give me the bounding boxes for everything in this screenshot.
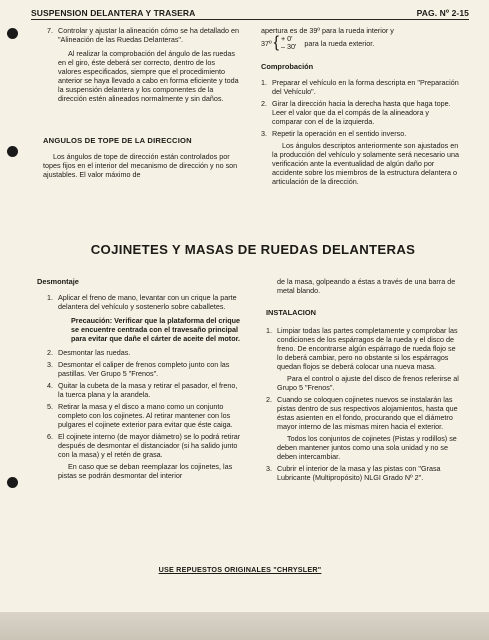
section-heading: ANGULOS DE TOPE DE LA DIRECCION <box>43 136 192 145</box>
binder-hole <box>7 477 18 488</box>
subheading: Comprobación <box>261 62 314 71</box>
right-bottom-column <box>266 277 461 482</box>
binder-hole <box>7 146 18 157</box>
steps-list <box>261 78 461 138</box>
paragraph: Todos los conjuntos de cojinetes (Pistas y rodillos) se deben mantener juntos como una sola unidad y no se deben intercambiar. <box>277 434 457 461</box>
list-item: 2. Girar la dirección hacia la derecha hasta que haga tope. Leer el valor que da el compás de la alineadora y comparar con el de la izquierda. <box>261 99 451 126</box>
left-bottom-column <box>37 277 242 480</box>
scan-background <box>0 612 489 640</box>
subheading: INSTALACION <box>266 308 316 317</box>
list-item: 3. Desmontar el caliper de frenos completo junto con las pastillas. Ver Grupo 5 "Frenos". <box>47 360 230 378</box>
list-item: 2. Desmontar las ruedas. <box>47 348 131 357</box>
page-header <box>31 4 469 20</box>
left-top-column <box>43 26 240 179</box>
section-title: SUSPENSION DELANTERA Y TRASERA <box>31 8 196 18</box>
right-top-column <box>261 26 461 186</box>
list-item: 1. Aplicar el freno de mano, levantar con un crique la parte delantera del vehículo y sostenerlo sobre caballetes. <box>47 293 237 311</box>
paragraph: de la masa, golpeando a éstas a través de una barra de metal blando. <box>277 277 456 295</box>
list-item: 4. Quitar la cubeta de la masa y retirar el pasador, el freno, la tuerca plana y la arandela. <box>47 381 238 399</box>
page-title: COJINETES Y MASAS DE RUEDAS DELANTERAS <box>90 242 416 257</box>
paragraph: Los ángulos descriptos anteriormente son ajustados en la producción del vehículo y solamente será necesario una verificación ante la eventualidad de algún daño por accidente sobre los miembros de la estructura delantera o articulación de la dirección. <box>272 141 459 186</box>
subheading: Desmontaje <box>37 277 79 286</box>
list-item: 1. Preparar el vehículo en la forma descripta en "Preparación del Vehículo". <box>261 78 459 96</box>
paragraph: En caso que se deban reemplazar los cojinetes, las pistas se podrán desmontar del interior <box>58 462 233 480</box>
precaution-text: Verificar que la plataforma del crique se encuentre centrada con el travesaño principal para evitar que dañe el cárter de aceite del motor. <box>71 316 240 343</box>
paragraph: Al realizar la comprobación del ángulo de las ruedas en el giro, éste deberá ser correcto, dentro de los valores especificados, siempre que el procedimiento anterior se haya llevado a cabo en forma eficiente y toda la suspensión delantera y los componentes de la dirección estén alineados normalmente y sin daños. <box>58 49 239 103</box>
page-number: PAG. Nº 2-15 <box>416 8 469 18</box>
precaution-label: Precaución: <box>71 316 113 325</box>
paragraph: Para el control o ajuste del disco de frenos referirse al Grupo 5 "Frenos". <box>277 374 459 392</box>
steps-list <box>47 348 242 480</box>
precaution-note <box>71 316 242 343</box>
list-item: 6. El cojinete interno (de mayor diámetro) se lo podrá retirar después de desmontar el distanciador (si ha salido junto con la masa) y el retén de grasa. <box>47 432 241 459</box>
list-item: 5. Retirar la masa y el disco a mano como un conjunto completo con los cojinetes. Al retirar mantener con los pulgares el cojinete exterior para evitar que éste caiga. <box>47 402 233 429</box>
page-footer: USE REPUESTOS ORIGINALES "CHRYSLER" <box>158 565 322 574</box>
paragraph: Los ángulos de tope de dirección están controlados por topes fijos en el interior del mecanismo de dirección y no son ajustables. El valor máximo de <box>43 152 238 179</box>
list-item: 3. Repetir la operación en el sentido inverso. <box>261 129 407 138</box>
list-item: 1. Limpiar todas las partes completamente y comprobar las condiciones de los espárragos de la rueda y el disco de freno. De encontrarse algún espárrago de rueda flojo se lo deberá cambiar, pero no obstante si los espárragos quedan flojos se deberá colocar una nueva masa. <box>266 326 458 371</box>
list-item: 7. Controlar y ajustar la alineación cómo se ha detallado en "Alineación de las Ruedas Delanteras". <box>47 26 239 44</box>
paragraph: apertura es de 39º para la rueda interior y <box>261 26 394 35</box>
binder-hole <box>7 28 18 39</box>
list-item: 2. Cuando se coloquen cojinetes nuevos se instalarán las pistas dentro de sus respectivos alojamientos, hasta que éstas asienten en el fondo, procurando que el diámetro mayor interno de las mismas miren hacia el exterior. <box>266 395 458 431</box>
angle-formula: 37º { + 0' – 30' para la rueda exterior. <box>261 34 375 51</box>
list-item: 3. Cubrir el interior de la masa y las pistas con "Grasa Lubricante (Multipropósito) NLGI Grado Nº 2". <box>266 464 441 482</box>
